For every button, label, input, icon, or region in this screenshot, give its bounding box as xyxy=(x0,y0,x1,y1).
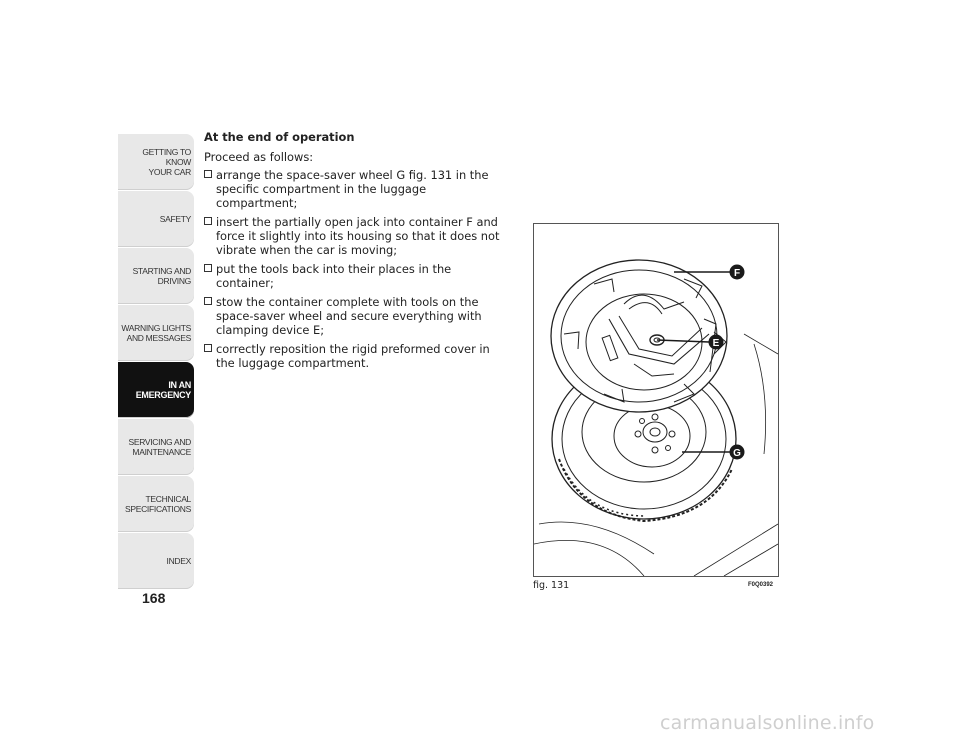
tab-label: IN AN EMERGENCY xyxy=(135,380,191,400)
steps-list xyxy=(204,168,502,370)
tab-label: STARTING AND DRIVING xyxy=(132,266,191,286)
step-text: insert the partially open jack into container F and force it slightly into its housing so that it does not vibrate when the car is moving; xyxy=(216,215,500,257)
step-text: arrange the space-saver wheel G fig. 131 in the specific compartment in the luggage compartment; xyxy=(216,168,489,210)
step-text: put the tools back into their places in the container; xyxy=(216,262,452,290)
tab-starting-driving[interactable] xyxy=(118,248,194,304)
list-item xyxy=(204,295,502,337)
list-item xyxy=(204,215,502,257)
tab-label: WARNING LIGHTS AND MESSAGES xyxy=(121,323,191,343)
section-heading: At the end of operation xyxy=(204,130,355,144)
tab-label: TECHNICAL SPECIFICATIONS xyxy=(124,494,191,514)
checkbox-bullet-icon xyxy=(204,170,212,178)
callout-label-f: F xyxy=(733,268,741,279)
instructions xyxy=(204,130,502,375)
callout-e-icon xyxy=(709,335,724,350)
list-item xyxy=(204,168,502,210)
callout-label-e: E xyxy=(712,338,720,349)
list-item xyxy=(204,342,502,370)
tab-label: GETTING TO KNOW YOUR CAR xyxy=(142,147,191,177)
tab-warning-lights[interactable] xyxy=(118,305,194,361)
checkbox-bullet-icon xyxy=(204,344,212,352)
callout-label-g: G xyxy=(733,448,741,459)
tab-in-an-emergency[interactable] xyxy=(118,362,194,418)
tab-index[interactable] xyxy=(118,533,194,589)
checkbox-bullet-icon xyxy=(204,297,212,305)
page-number: 168 xyxy=(142,590,166,606)
intro-text: Proceed as follows: xyxy=(204,150,314,164)
spare-wheel-illustration xyxy=(534,224,778,576)
step-text: stow the container complete with tools on the space-saver wheel and secure everything with clamping device E; xyxy=(216,295,482,337)
tab-technical[interactable] xyxy=(118,476,194,532)
tab-label: SAFETY xyxy=(159,214,191,224)
checkbox-bullet-icon xyxy=(204,217,212,225)
figure-caption: fig. 131 xyxy=(533,580,570,591)
tab-getting-to-know[interactable] xyxy=(118,134,194,190)
tab-label: SERVICING AND MAINTENANCE xyxy=(128,437,191,457)
list-item xyxy=(204,262,502,290)
callout-g-icon xyxy=(730,445,745,460)
checkbox-bullet-icon xyxy=(204,264,212,272)
tab-label: INDEX xyxy=(166,556,191,566)
figure-code: F0Q0392 xyxy=(748,582,774,588)
step-text: correctly reposition the rigid preformed cover in the luggage compartment. xyxy=(216,342,490,370)
tab-safety[interactable] xyxy=(118,191,194,247)
tab-servicing[interactable] xyxy=(118,419,194,475)
callout-f-icon xyxy=(730,265,745,280)
spare-wheel-figure xyxy=(533,223,779,577)
watermark: carmanualsonline.info xyxy=(660,712,875,734)
